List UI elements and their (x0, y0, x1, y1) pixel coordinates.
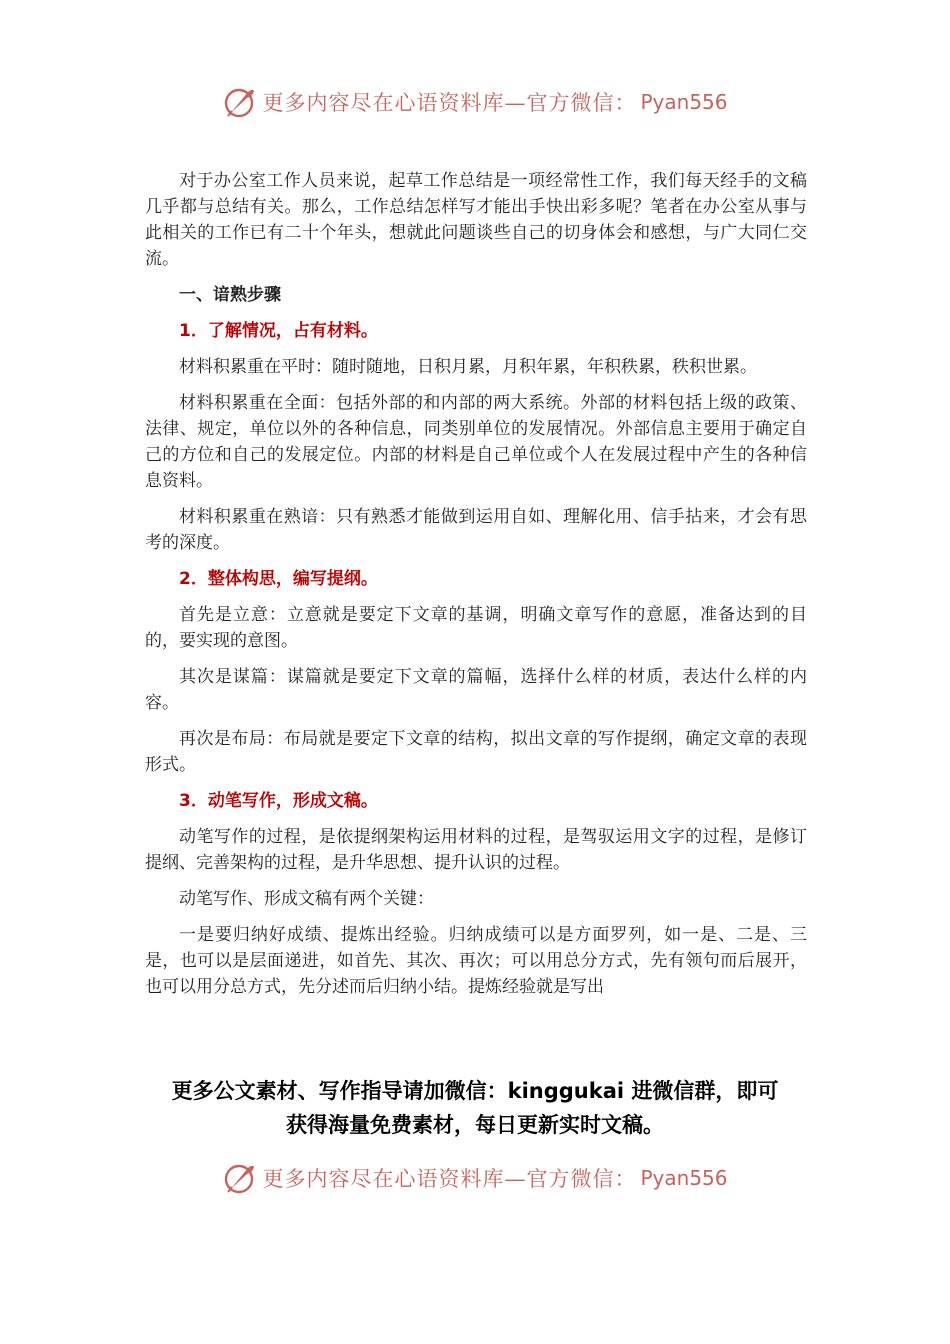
intro-paragraph: 对于办公室工作人员来说，起草工作总结是一项经常性工作，我们每天经手的文稿几乎都与总结有关。那么，工作总结怎样写才能出手快出彩多呢？笔者在办公室从事与此相关的工作已有二十个年头，想就此问题谈些自己的切身体会和感想，与广大同仁交流。 (145, 171, 807, 269)
banner-text: 更多内容尽在心语资料库—官方微信： (262, 91, 637, 115)
step1-paragraph-3: 材料积累重在熟谙：只有熟悉才能做到运用自如、理解化用、信手拈来，才会有思考的深度。 (145, 507, 807, 553)
promo-line-1: 更多公文素材、写作指导请加微信：kinggukai 进微信群，即可 (171, 1079, 779, 1103)
step2-paragraph-2: 其次是谋篇：谋篇就是要定下文章的篇幅，选择什么样的材质，表达什么样的内容。 (145, 667, 807, 713)
step2-heading: 2．整体构思，编写提纲。 (179, 569, 378, 589)
quill-logo-icon (222, 84, 258, 120)
footer-banner (0, 1158, 950, 1198)
header-banner (0, 82, 950, 122)
banner-wechat-id: Pyan556 (640, 90, 728, 114)
banner-text: 更多内容尽在心语资料库—官方微信： (262, 1167, 637, 1191)
step3-paragraph-1: 动笔写作的过程，是依提纲架构运用材料的过程，是驾驭运用文字的过程，是修订提纲、完善架构的过程，是升华思想、提升认识的过程。 (145, 827, 807, 873)
step3-paragraph-3: 一是要归纳好成绩、提炼出经验。归纳成绩可以是方面罗列，如一是、二是、三是，也可以是层面递进，如首先、其次、再次；可以用总分方式，先有领句而后展开，也可以用分总方式，先分述而后归纳小结。提炼经验就是写出 (145, 925, 807, 997)
promo-block (0, 1074, 950, 1142)
section-heading: 一、谙熟步骤 (179, 285, 281, 305)
document-body (145, 168, 807, 1010)
step2-paragraph-1: 首先是立意：立意就是要定下文章的基调，明确文章写作的意愿，准备达到的目的，要实现的意图。 (145, 605, 807, 651)
step1-heading: 1．了解情况，占有材料。 (179, 321, 378, 341)
step2-paragraph-3: 再次是布局：布局就是要定下文章的结构，拟出文章的写作提纲，确定文章的表现形式。 (145, 729, 807, 775)
banner-wechat-id: Pyan556 (640, 1166, 728, 1190)
promo-line-2: 获得海量免费素材，每日更新实时文稿。 (286, 1113, 664, 1137)
quill-logo-icon (222, 1160, 258, 1196)
step1-paragraph-2: 材料积累重在全面：包括外部的和内部的两大系统。外部的材料包括上级的政策、法律、规定，单位以外的各种信息，同类别单位的发展情况。外部信息主要用于确定自己的方位和自己的发展定位。内部的材料是自己单位或个人在发展过程中产生的各种信息资料。 (145, 393, 807, 491)
step1-paragraph-1: 材料积累重在平时：随时随地，日积月累，月积年累，年积秩累，秩积世累。 (179, 357, 757, 377)
step3-heading: 3．动笔写作，形成文稿。 (179, 791, 378, 811)
step3-paragraph-2: 动笔写作、形成文稿有两个关键： (179, 889, 434, 909)
